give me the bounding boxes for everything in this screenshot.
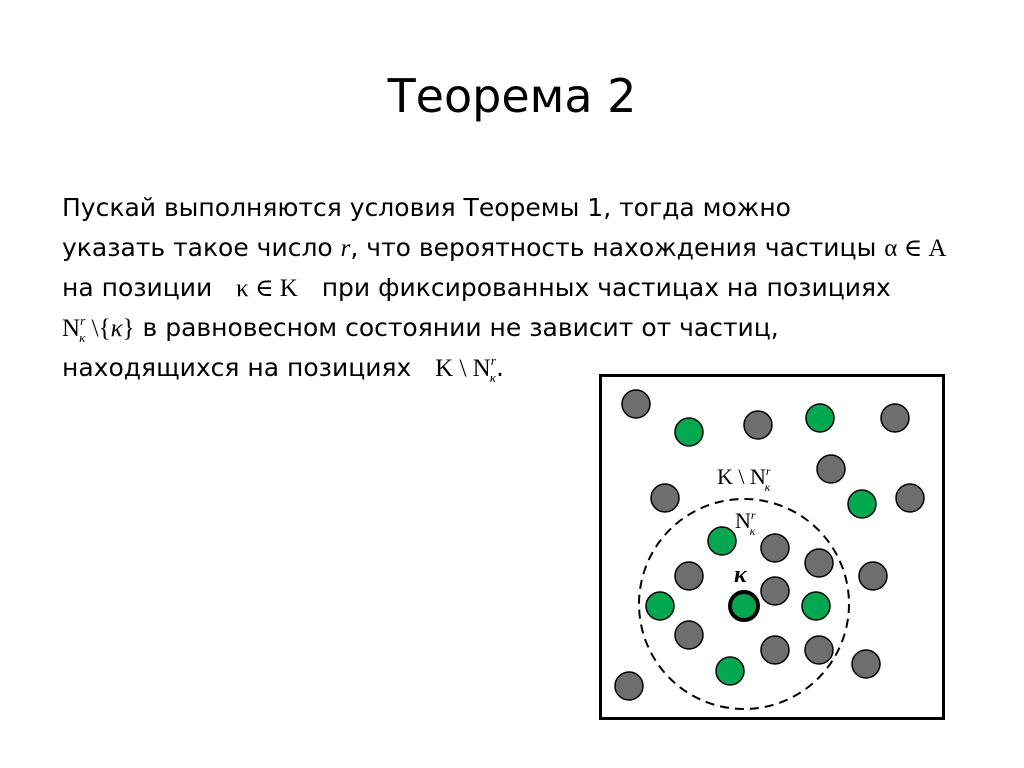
green-particle <box>806 404 834 432</box>
text-segment: на позиции <box>62 273 221 302</box>
gray-particle <box>761 577 789 605</box>
text-segment: находящихся на позициях <box>62 353 420 382</box>
gray-particle <box>761 534 789 562</box>
text-line-2 <box>62 228 1022 268</box>
green-particle <box>716 657 744 685</box>
label-outer-region: K \ $N^r$ κ <box>717 464 771 494</box>
math-r: r <box>340 235 351 262</box>
gray-particle <box>615 672 643 700</box>
gray-particle <box>817 455 845 483</box>
text-line-4 <box>62 308 1022 348</box>
text-segment: указать такое число <box>62 233 341 262</box>
text-segment: . <box>496 353 504 382</box>
green-particle <box>802 592 830 620</box>
gray-particle <box>744 411 772 439</box>
text-segment: в равновесном состоянии не зависит от частиц, <box>134 313 779 342</box>
text-segment: при фиксированных частицах на позициях <box>313 273 891 302</box>
math-kappa-in-K: κ ∈ K <box>236 275 298 302</box>
label-inner-region: $N^r$ κ <box>735 508 756 538</box>
gray-particle <box>859 562 887 590</box>
text-segment: Пускай выполняются условия Теоремы 1, тогда можно <box>62 193 791 222</box>
gray-particle <box>675 621 703 649</box>
text-line-3 <box>62 268 1022 308</box>
text-segment: , что вероятность нахождения частицы <box>350 233 885 262</box>
math-complement: K \ $N^r_\kappa$ <box>435 353 497 385</box>
center-particle <box>730 592 758 620</box>
green-particle <box>848 490 876 518</box>
gray-particle <box>896 484 924 512</box>
gray-particle <box>805 636 833 664</box>
gray-particle <box>761 636 789 664</box>
gray-particle <box>622 390 650 418</box>
label-center-kappa: κ <box>734 562 747 588</box>
particle-diagram-svg <box>599 374 945 720</box>
gray-particle <box>852 650 880 678</box>
green-particle <box>708 527 736 555</box>
gray-particle <box>651 484 679 512</box>
gray-particle <box>675 562 703 590</box>
math-neighborhood-minus-kappa: $N^r_\kappa$ \{κ} <box>62 313 135 345</box>
green-particle <box>646 592 674 620</box>
particle-diagram <box>599 374 945 720</box>
gray-particle <box>881 404 909 432</box>
text-line-1 <box>62 188 1022 228</box>
slide-title: Теорема 2 <box>387 69 637 123</box>
gray-particle <box>805 549 833 577</box>
theorem-text <box>62 188 1022 388</box>
green-particle <box>675 418 703 446</box>
math-alpha-in-A: α ∈ A <box>884 235 947 262</box>
